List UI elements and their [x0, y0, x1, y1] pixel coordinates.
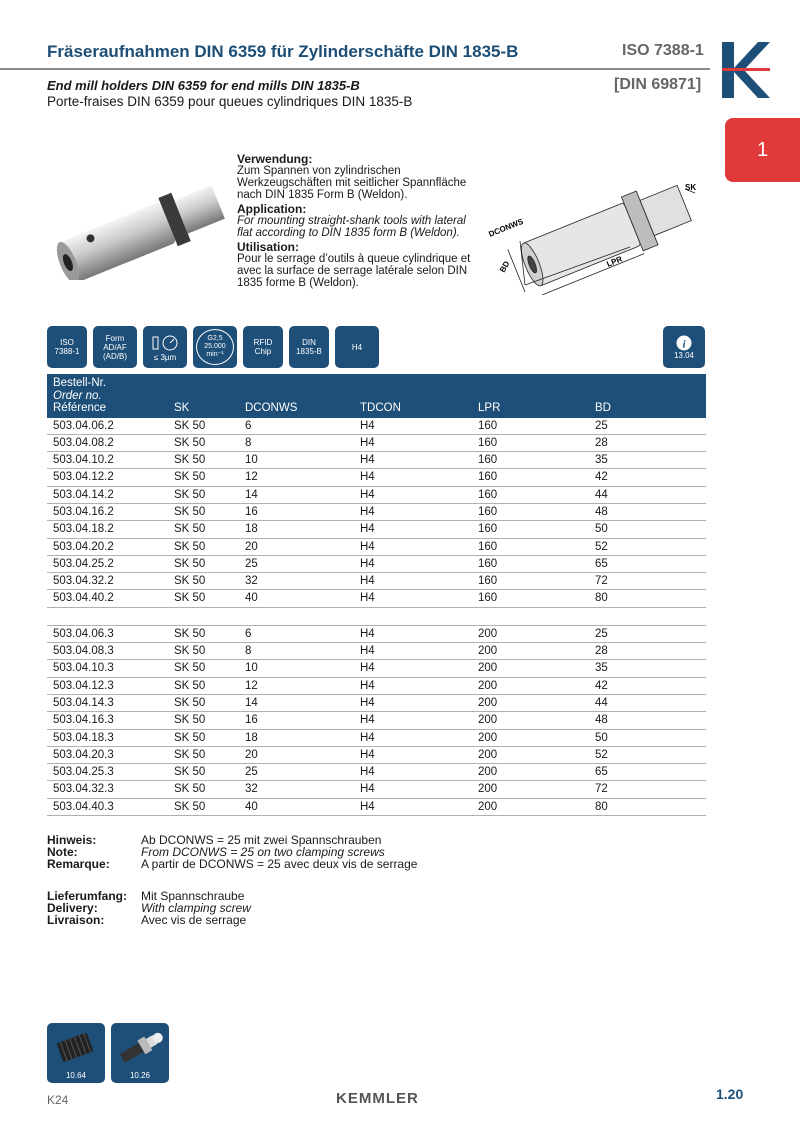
tdcon-cell: H4 — [354, 660, 472, 677]
usage-heading-en: Application: — [237, 202, 307, 216]
bd-cell: 50 — [589, 521, 706, 538]
tdcon-cell: H4 — [354, 555, 472, 572]
badge-h4: H4 — [335, 326, 379, 368]
bd-cell: 28 — [589, 434, 706, 451]
lpr-cell: 200 — [472, 643, 589, 660]
table-row — [47, 643, 706, 660]
badge-din: DIN 1835-B — [289, 326, 329, 368]
dconws-cell: 20 — [239, 746, 354, 763]
lpr-cell: 160 — [472, 434, 589, 451]
tdcon-cell: H4 — [354, 573, 472, 590]
usage-heading-de: Verwendung: — [237, 152, 313, 166]
tdcon-cell: H4 — [354, 521, 472, 538]
lpr-cell: 200 — [472, 694, 589, 711]
footer-code: K24 — [47, 1093, 69, 1107]
note-label: Note: — [47, 845, 78, 859]
sk-cell: SK 50 — [168, 798, 239, 815]
lpr-cell: 200 — [472, 746, 589, 763]
label-bd: BD — [497, 259, 512, 274]
accessory-ref-2: 10.26 — [129, 1071, 151, 1080]
tdcon-cell: H4 — [354, 694, 472, 711]
order-no-cell: 503.04.12.3 — [47, 677, 168, 694]
bd-cell: 72 — [589, 573, 706, 590]
badge-runout: ≤ 3µm — [143, 326, 187, 368]
table-row — [47, 694, 706, 711]
order-no-cell: 503.04.18.3 — [47, 729, 168, 746]
table-row — [47, 590, 706, 607]
accessory-clamping-screw[interactable] — [47, 1023, 105, 1083]
bd-cell: 52 — [589, 538, 706, 555]
accessory-ref-1: 10.64 — [65, 1071, 87, 1080]
table-row — [47, 677, 706, 694]
iso-standard: ISO 7388-1 — [622, 42, 704, 59]
lpr-cell: 160 — [472, 503, 589, 520]
usage-heading-fr: Utilisation: — [237, 240, 299, 254]
label-dconws: DCONWS — [487, 216, 525, 239]
table-spacer-row — [47, 607, 706, 625]
bd-cell: 44 — [589, 486, 706, 503]
badge-form: Form AD/AF (AD/B) — [93, 326, 137, 368]
info-icon — [676, 335, 692, 351]
livraison-label: Livraison: — [47, 913, 105, 927]
table-row — [47, 764, 706, 781]
lpr-cell: 160 — [472, 573, 589, 590]
lpr-cell: 200 — [472, 677, 589, 694]
bd-cell: 35 — [589, 452, 706, 469]
order-no-cell: 503.04.32.3 — [47, 781, 168, 798]
table-row — [47, 625, 706, 642]
bd-cell: 25 — [589, 625, 706, 642]
lpr-cell: 160 — [472, 452, 589, 469]
table-row — [47, 503, 706, 520]
tdcon-cell: H4 — [354, 503, 472, 520]
table-row — [47, 434, 706, 451]
col-dconws: DCONWS — [239, 374, 354, 418]
livraison-text: Avec vis de serrage — [141, 913, 247, 927]
runout-gauge-icon — [150, 333, 180, 353]
badge-iso: ISO 7388-1 — [47, 326, 87, 368]
bd-cell: 72 — [589, 781, 706, 798]
sk-cell: SK 50 — [168, 764, 239, 781]
clamping-screw-icon — [47, 1023, 105, 1071]
table-row — [47, 452, 706, 469]
tdcon-cell: H4 — [354, 729, 472, 746]
tdcon-cell: H4 — [354, 434, 472, 451]
table-row — [47, 729, 706, 746]
bd-cell: 44 — [589, 694, 706, 711]
accessory-pull-stud[interactable] — [111, 1023, 169, 1083]
tdcon-cell: H4 — [354, 781, 472, 798]
din-standard: [DIN 69871] — [614, 76, 702, 93]
order-no-cell: 503.04.08.2 — [47, 434, 168, 451]
label-sk: SK — [685, 183, 697, 192]
sk-cell: SK 50 — [168, 503, 239, 520]
dconws-cell: 14 — [239, 694, 354, 711]
badge-balance: G2,5 25.000 min⁻¹ — [193, 326, 237, 368]
dconws-cell: 12 — [239, 677, 354, 694]
table-header-row — [47, 374, 706, 418]
usage-text-fr: Pour le serrage d’outils à queue cylindrique et avec la surface de serrage latérale selon DIN 1835 forme B (Weldon). — [237, 253, 471, 289]
bd-cell: 48 — [589, 712, 706, 729]
table-row — [47, 538, 706, 555]
badge-rfid: RFID Chip — [243, 326, 283, 368]
order-no-cell: 503.04.06.2 — [47, 418, 168, 435]
hinweis-text: Ab DCONWS = 25 mit zwei Spannschrauben — [141, 833, 382, 847]
brand-logo: KEMMLER — [336, 1090, 419, 1107]
lieferumfang-text: Mit Spannschraube — [141, 889, 245, 903]
feature-badges — [47, 326, 707, 368]
tdcon-cell: H4 — [354, 418, 472, 435]
lpr-cell: 200 — [472, 625, 589, 642]
sk-cell: SK 50 — [168, 434, 239, 451]
lpr-cell: 200 — [472, 729, 589, 746]
delivery-text: With clamping screw — [141, 901, 251, 915]
tdcon-cell: H4 — [354, 798, 472, 815]
lieferumfang-label: Lieferumfang: — [47, 889, 128, 903]
dconws-cell: 18 — [239, 729, 354, 746]
bd-cell: 25 — [589, 418, 706, 435]
col-tdcon: TDCON — [354, 374, 472, 418]
table-row — [47, 573, 706, 590]
col-sk: SK — [168, 374, 239, 418]
bd-cell: 35 — [589, 660, 706, 677]
order-no-cell: 503.04.10.2 — [47, 452, 168, 469]
page-number: 1.20 — [716, 1086, 744, 1102]
dconws-cell: 14 — [239, 486, 354, 503]
tdcon-cell: H4 — [354, 643, 472, 660]
order-no-cell: 503.04.25.2 — [47, 555, 168, 572]
chapter-tab[interactable]: 1 — [725, 118, 800, 182]
sk-cell: SK 50 — [168, 590, 239, 607]
table-row — [47, 418, 706, 435]
kemmler-k-logo-icon — [722, 42, 770, 98]
tdcon-cell: H4 — [354, 677, 472, 694]
order-no-cell: 503.04.40.2 — [47, 590, 168, 607]
page-title: Fräseraufnahmen DIN 6359 für Zylinderschäfte DIN 1835-B — [47, 42, 519, 61]
dconws-cell: 32 — [239, 573, 354, 590]
usage-block — [237, 151, 477, 289]
bd-cell: 48 — [589, 503, 706, 520]
bd-cell: 28 — [589, 643, 706, 660]
dconws-cell: 8 — [239, 434, 354, 451]
order-no-cell: 503.04.06.3 — [47, 625, 168, 642]
lpr-cell: 160 — [472, 418, 589, 435]
dconws-cell: 10 — [239, 660, 354, 677]
dconws-cell: 25 — [239, 555, 354, 572]
bd-cell: 80 — [589, 798, 706, 815]
tdcon-cell: H4 — [354, 538, 472, 555]
tool-holder-photo — [45, 150, 225, 280]
remarque-text: A partir de DCONWS = 25 avec deux vis de serrage — [141, 857, 418, 871]
bd-cell: 65 — [589, 555, 706, 572]
usage-text-de: Zum Spannen von zylindrischen Werkzeugschäften mit seitlicher Spannfläche nach DIN 1835 Form B (Weldon). — [237, 165, 467, 201]
table-row — [47, 798, 706, 815]
remarque-label: Remarque: — [47, 857, 110, 871]
table-row — [47, 712, 706, 729]
sk-cell: SK 50 — [168, 452, 239, 469]
delivery-label: Delivery: — [47, 901, 98, 915]
order-no-cell: 503.04.16.2 — [47, 503, 168, 520]
sk-cell: SK 50 — [168, 469, 239, 486]
order-no-cell: 503.04.16.3 — [47, 712, 168, 729]
tdcon-cell: H4 — [354, 469, 472, 486]
dconws-cell: 8 — [239, 643, 354, 660]
dconws-cell: 16 — [239, 503, 354, 520]
dconws-cell: 10 — [239, 452, 354, 469]
dconws-cell: 18 — [239, 521, 354, 538]
bd-cell: 42 — [589, 469, 706, 486]
sk-cell: SK 50 — [168, 694, 239, 711]
sk-cell: SK 50 — [168, 625, 239, 642]
svg-text:i: i — [682, 338, 686, 350]
col-bd: BD — [589, 374, 706, 418]
lpr-cell: 200 — [472, 764, 589, 781]
dconws-cell: 40 — [239, 590, 354, 607]
lpr-cell: 160 — [472, 469, 589, 486]
table-row — [47, 555, 706, 572]
table-row — [47, 521, 706, 538]
spec-table — [47, 374, 706, 816]
sk-cell: SK 50 — [168, 746, 239, 763]
sk-cell: SK 50 — [168, 660, 239, 677]
pull-stud-icon — [111, 1023, 169, 1071]
order-no-cell: 503.04.40.3 — [47, 798, 168, 815]
sk-cell: SK 50 — [168, 538, 239, 555]
lpr-cell: 200 — [472, 798, 589, 815]
hinweis-label: Hinweis: — [47, 833, 97, 847]
lpr-cell: 200 — [472, 781, 589, 798]
bd-cell: 42 — [589, 677, 706, 694]
lpr-cell: 200 — [472, 712, 589, 729]
sk-cell: SK 50 — [168, 781, 239, 798]
table-row — [47, 486, 706, 503]
order-no-cell: 503.04.14.3 — [47, 694, 168, 711]
bd-cell: 65 — [589, 764, 706, 781]
order-no-cell: 503.04.25.3 — [47, 764, 168, 781]
dconws-cell: 20 — [239, 538, 354, 555]
lpr-cell: 160 — [472, 555, 589, 572]
sk-cell: SK 50 — [168, 521, 239, 538]
order-no-cell: 503.04.12.2 — [47, 469, 168, 486]
dconws-cell: 12 — [239, 469, 354, 486]
sk-cell: SK 50 — [168, 712, 239, 729]
tdcon-cell: H4 — [354, 452, 472, 469]
tdcon-cell: H4 — [354, 590, 472, 607]
bd-cell: 80 — [589, 590, 706, 607]
table-row — [47, 746, 706, 763]
dconws-cell: 6 — [239, 625, 354, 642]
lpr-cell: 160 — [472, 590, 589, 607]
order-no-cell: 503.04.10.3 — [47, 660, 168, 677]
table-spacer-cell — [47, 607, 706, 625]
technical-drawing — [480, 145, 710, 305]
subtitle-fr: Porte-fraises DIN 6359 pour queues cylindriques DIN 1835-B — [47, 94, 413, 109]
note-text: From DCONWS = 25 on two clamping screws — [141, 845, 385, 859]
bd-cell: 50 — [589, 729, 706, 746]
header-rule — [0, 68, 710, 70]
tdcon-cell: H4 — [354, 712, 472, 729]
bd-cell: 52 — [589, 746, 706, 763]
tdcon-cell: H4 — [354, 625, 472, 642]
dconws-cell: 6 — [239, 418, 354, 435]
sk-cell: SK 50 — [168, 643, 239, 660]
table-row — [47, 469, 706, 486]
dconws-cell: 25 — [239, 764, 354, 781]
order-no-cell: 503.04.32.2 — [47, 573, 168, 590]
table-row — [47, 660, 706, 677]
col-order-no: Bestell-Nr. Order no. Référence — [47, 374, 168, 418]
lpr-cell: 160 — [472, 521, 589, 538]
col-lpr: LPR — [472, 374, 589, 418]
order-no-cell: 503.04.14.2 — [47, 486, 168, 503]
tdcon-cell: H4 — [354, 764, 472, 781]
sk-cell: SK 50 — [168, 677, 239, 694]
table-row — [47, 781, 706, 798]
order-no-cell: 503.04.20.3 — [47, 746, 168, 763]
dconws-cell: 32 — [239, 781, 354, 798]
usage-text-en: For mounting straight-shank tools with lateral flat according to DIN 1835 form B (Weldon). — [237, 215, 466, 239]
dconws-cell: 16 — [239, 712, 354, 729]
lpr-cell: 160 — [472, 538, 589, 555]
sk-cell: SK 50 — [168, 729, 239, 746]
dconws-cell: 40 — [239, 798, 354, 815]
order-no-cell: 503.04.20.2 — [47, 538, 168, 555]
lpr-cell: 200 — [472, 660, 589, 677]
sk-cell: SK 50 — [168, 418, 239, 435]
tdcon-cell: H4 — [354, 486, 472, 503]
sk-cell: SK 50 — [168, 573, 239, 590]
badge-info[interactable]: i 13.04 — [663, 326, 705, 368]
notes-block — [47, 834, 417, 926]
subtitle-en: End mill holders DIN 6359 for end mills DIN 1835-B — [47, 78, 360, 93]
sk-cell: SK 50 — [168, 486, 239, 503]
order-no-cell: 503.04.18.2 — [47, 521, 168, 538]
order-no-cell: 503.04.08.3 — [47, 643, 168, 660]
lpr-cell: 160 — [472, 486, 589, 503]
sk-cell: SK 50 — [168, 555, 239, 572]
tdcon-cell: H4 — [354, 746, 472, 763]
label-lpr: LPR — [605, 254, 624, 269]
